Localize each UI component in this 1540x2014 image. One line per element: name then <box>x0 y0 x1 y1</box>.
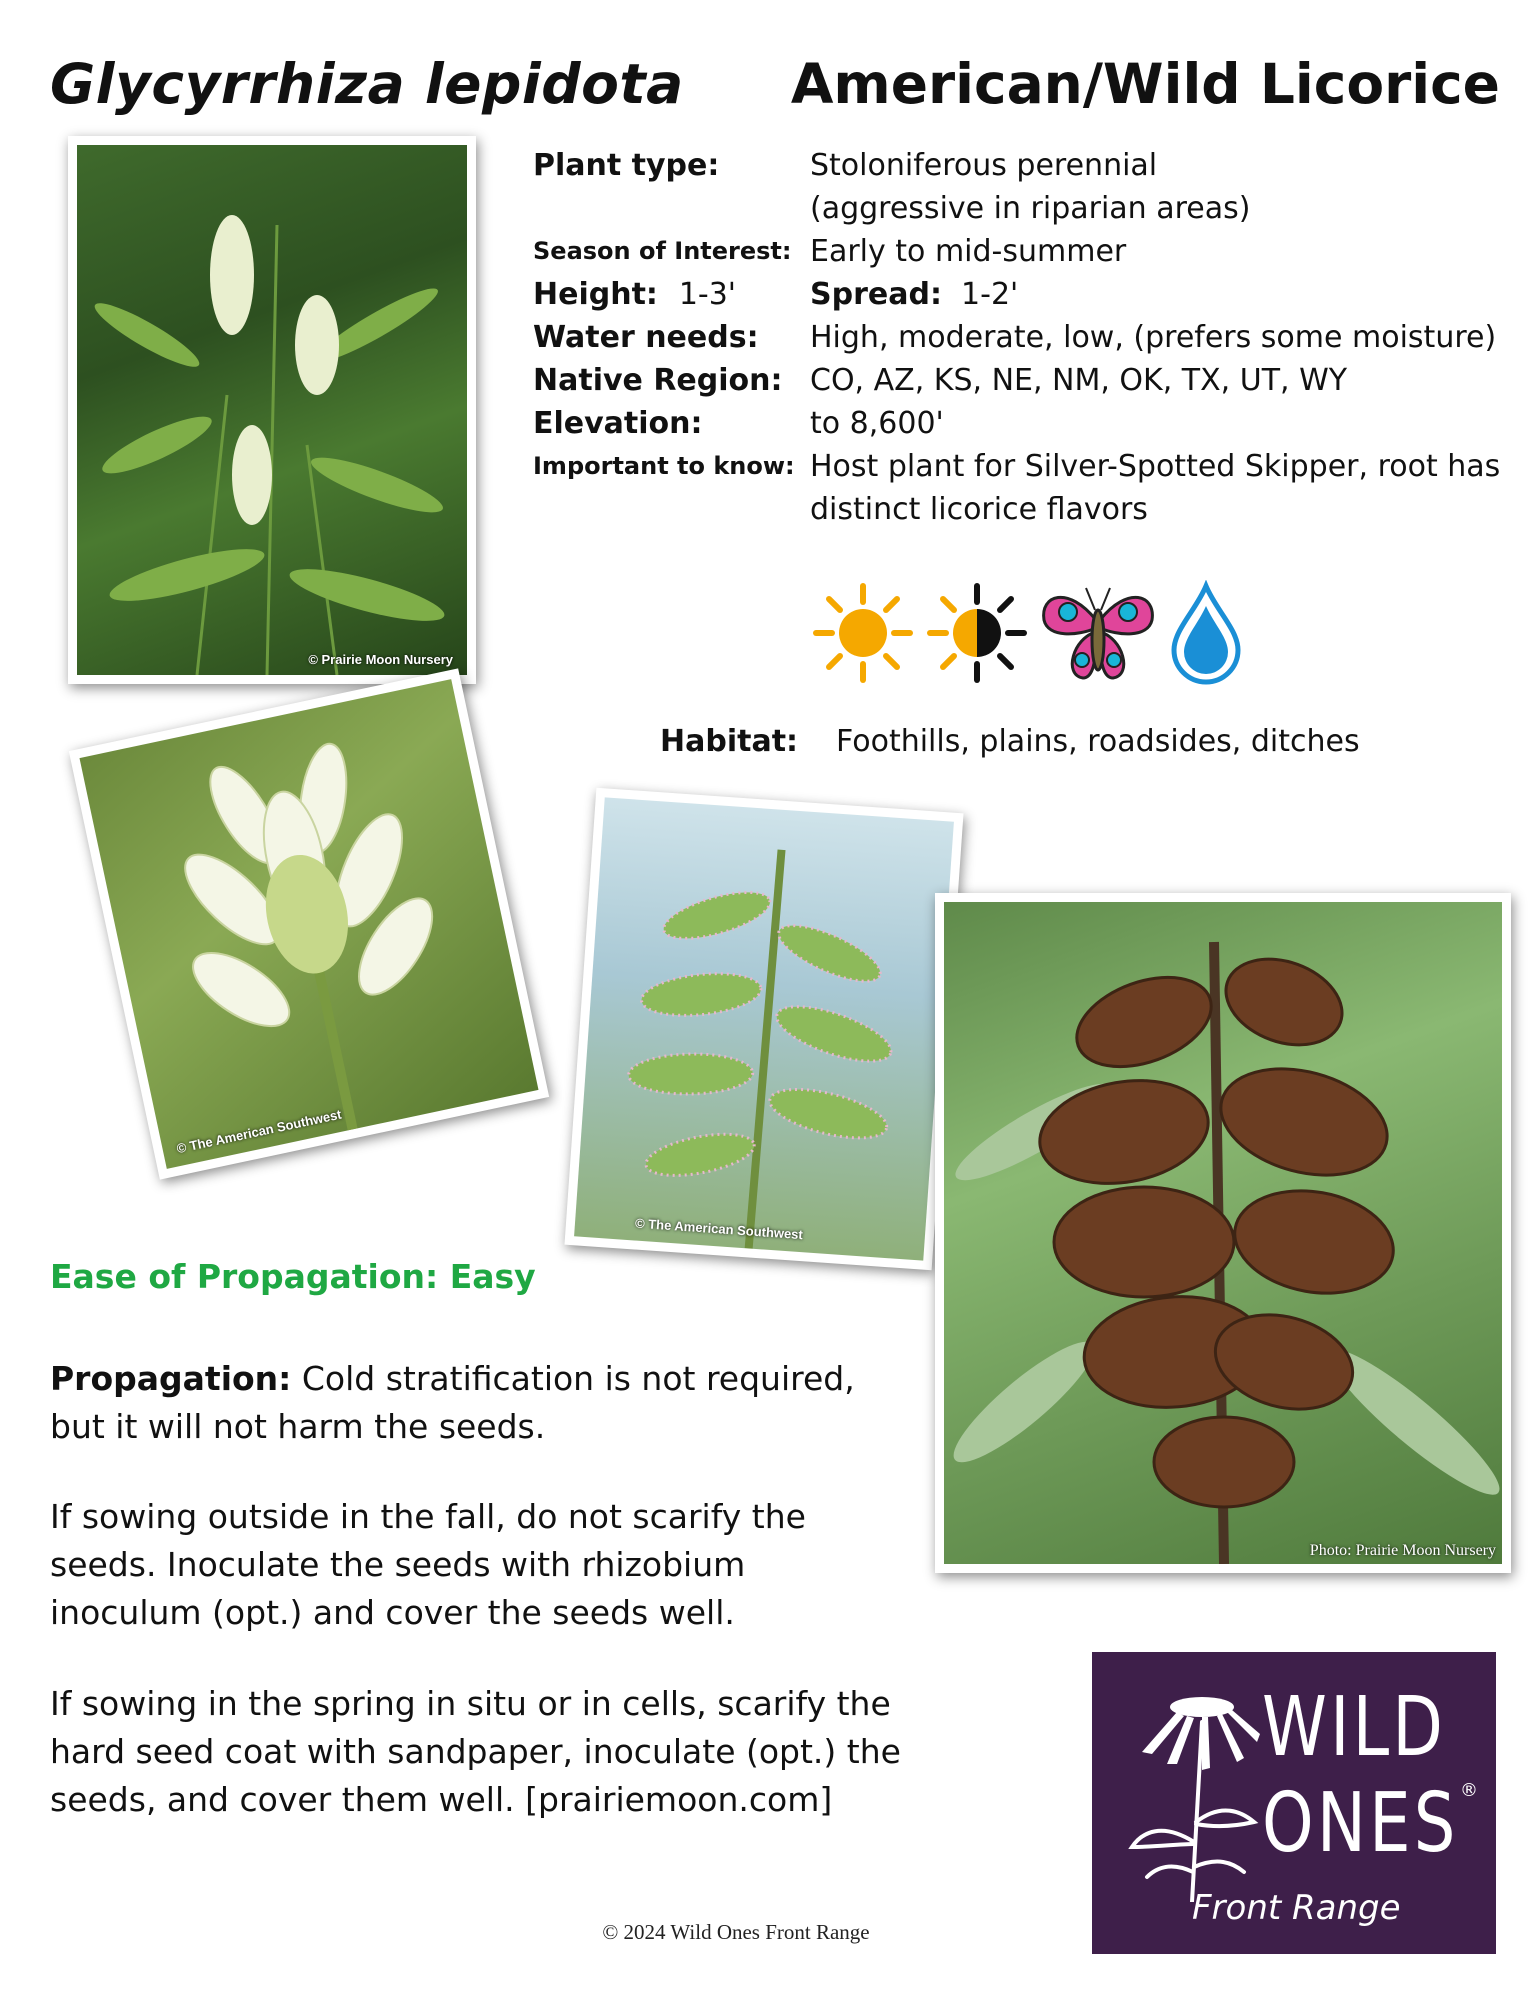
wild-ones-logo <box>1092 1652 1496 1954</box>
habitat-value: Foothills, plains, roadsides, ditches <box>836 724 1360 759</box>
plant-illustration <box>77 145 467 675</box>
fact-region <box>533 359 1523 402</box>
flower-photo <box>69 668 549 1179</box>
flower-illustration <box>79 679 538 1169</box>
photo-credit: © The American Southwest <box>634 1215 804 1243</box>
fact-elevation <box>533 402 1523 445</box>
scientific-name: Glycyrrhiza lepidota <box>50 52 684 116</box>
copyright <box>0 1920 1540 1945</box>
propagation-label: Propagation: <box>50 1359 292 1398</box>
ease-of-propagation: Ease of Propagation: Easy <box>50 1257 536 1296</box>
fact-value: distinct licorice flavors <box>810 492 1148 527</box>
seedhead-photo <box>935 893 1511 1573</box>
fact-value: Host plant for Silver-Spotted Skipper, root has <box>810 449 1501 484</box>
seedhead-illustration <box>944 902 1502 1564</box>
requirement-icons <box>810 580 1246 686</box>
propagation-paragraph-2: If sowing outside in the fall, do not scarify the seeds. Inoculate the seeds with rhizobium inoculum (opt.) and cover the seeds well. <box>50 1497 806 1632</box>
habitat-row <box>660 724 1360 759</box>
fact-value: 1-2' <box>961 277 1019 312</box>
fact-label: Plant type: <box>533 148 720 183</box>
fact-label: Spread: <box>810 277 942 312</box>
fact-plant-type-cont <box>533 187 1523 230</box>
propagation-paragraph-1 <box>50 1355 870 1451</box>
fact-water <box>533 316 1523 359</box>
fact-important <box>533 445 1523 488</box>
fact-value: Early to mid-summer <box>810 234 1127 269</box>
fact-label: Important to know: <box>533 452 795 480</box>
logo-wild: WILD <box>1262 1680 1447 1775</box>
fact-important-cont <box>533 488 1523 531</box>
photo-credit: © Prairie Moon Nursery <box>308 652 453 667</box>
pods-illustration <box>574 797 954 1260</box>
fact-label: Height: <box>533 277 658 312</box>
logo-front-range: Front Range <box>1192 1888 1401 1928</box>
fact-plant-type <box>533 144 1523 187</box>
water-drop-icon <box>1166 580 1246 686</box>
logo-ones: ONES <box>1262 1776 1459 1871</box>
butterfly-icon <box>1038 580 1158 686</box>
fact-value: CO, AZ, KS, NE, NM, OK, TX, UT, WY <box>810 363 1348 398</box>
photo-credit: © The American Southwest <box>175 1106 343 1157</box>
green-pods-photo <box>564 788 963 1271</box>
photo-credit: Photo: Prairie Moon Nursery <box>1309 1542 1496 1559</box>
propagation-paragraph-3: If sowing in the spring in situ or in cells, scarify the hard seed coat with sandpaper, inoculate (opt.) the seeds, and cover them well. [prairiemoon.com] <box>50 1684 901 1819</box>
fact-value: High, moderate, low, (prefers some moisture) <box>810 320 1497 355</box>
fact-height-spread <box>533 273 1523 316</box>
coneflower-icon <box>1122 1672 1262 1902</box>
common-name: American/Wild Licorice <box>790 52 1500 116</box>
part-sun-icon <box>924 580 1030 686</box>
fact-season <box>533 230 1523 273</box>
fact-label: Water needs: <box>533 320 759 355</box>
fact-label: Season of Interest: <box>533 237 792 265</box>
fact-value: (aggressive in riparian areas) <box>810 191 1251 226</box>
height-field <box>533 273 810 316</box>
fact-label: Native Region: <box>533 363 783 398</box>
full-sun-icon <box>810 580 916 686</box>
fact-value: to 8,600' <box>810 406 944 441</box>
logo-registered: ® <box>1460 1780 1478 1801</box>
copyright-text: © 2024 Wild Ones Front Range <box>602 1920 870 1944</box>
habitat-label: Habitat: <box>660 724 799 759</box>
plant-photo <box>68 136 476 684</box>
propagation-text: Cold stratification is not required, but it will not harm the seeds. <box>50 1359 855 1446</box>
fact-label: Elevation: <box>533 406 703 441</box>
fact-value: Stoloniferous perennial <box>810 148 1158 183</box>
spread-field <box>810 273 1523 316</box>
plant-facts <box>533 144 1523 531</box>
fact-value: 1-3' <box>678 277 737 312</box>
